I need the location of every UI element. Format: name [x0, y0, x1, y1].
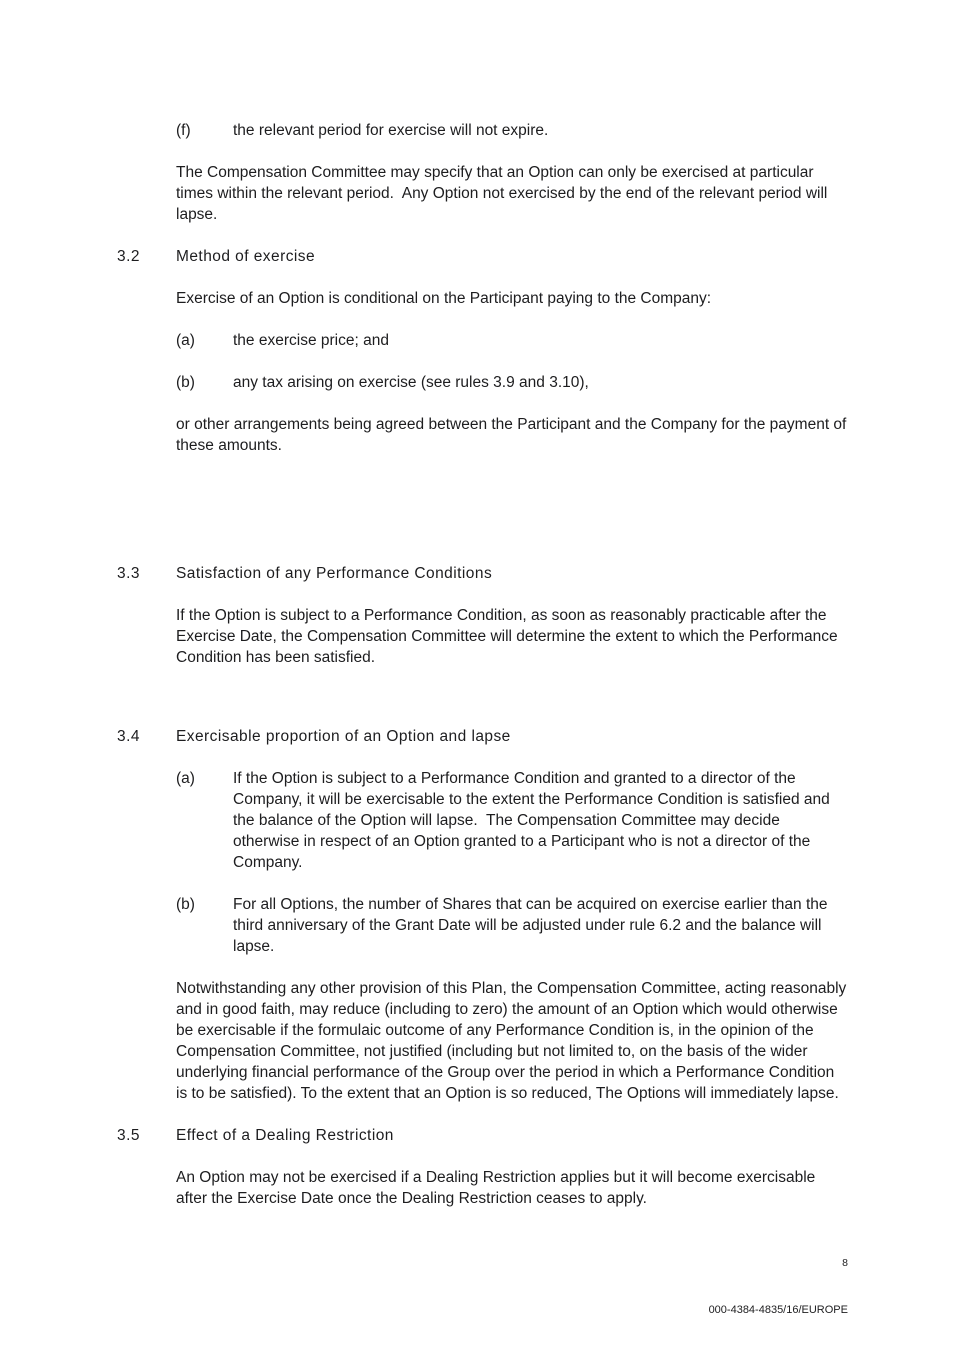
clause-s34-b: [176, 894, 848, 957]
section-heading-3-2: [117, 246, 848, 267]
section-heading-3-4: [117, 726, 848, 747]
clause-text: For all Options, the number of Shares that can be acquired on exercise earlier than the third anniversary of the Grant Date will be adjusted under rule 6.2 and the balance will lapse.: [233, 896, 832, 955]
clause-s32-a: [176, 330, 848, 351]
section-title: Method of exercise: [176, 248, 316, 265]
clause-label: (a): [176, 332, 195, 349]
section-number: 3.4: [117, 728, 140, 745]
clause-text: any tax arising on exercise (see rules 3.9 and 3.10),: [233, 374, 589, 391]
clause-label: (a): [176, 770, 195, 787]
paragraph-relevant-period: The Compensation Committee may specify that an Option can only be exercised at particular times within the relevant period. Any Option not exercised by the end of the relevant period will lapse.: [176, 164, 832, 223]
paragraph-s33: If the Option is subject to a Performance Condition, as soon as reasonably practicable after the Exercise Date, the Compensation Committee will determine the extent to which the Performance Condition has been satisfied.: [176, 607, 842, 666]
clause-f-label: (f): [176, 122, 191, 139]
section-heading-3-5: [117, 1125, 848, 1146]
paragraph-s32-close: or other arrangements being agreed between the Participant and the Company for the payment of these amounts.: [176, 416, 851, 454]
paragraph-s35: An Option may not be exercised if a Dealing Restriction applies but it will become exercisable after the Exercise Date once the Dealing Restriction ceases to apply.: [176, 1169, 820, 1207]
paragraph-s32-intro: Exercise of an Option is conditional on the Participant paying to the Company:: [176, 290, 712, 307]
section-title: Satisfaction of any Performance Conditions: [176, 565, 493, 582]
clause-s32-b: [176, 372, 848, 393]
section-title: Exercisable proportion of an Option and lapse: [176, 728, 511, 745]
clause-text: If the Option is subject to a Performance Condition and granted to a director of the Company, it will be exercisable to the extent the Performance Condition is satisfied and the balance of the Option will lapse. The Compensation Committee may decide otherwise in respect of an Option granted to a Participant who is not a director of the Company.: [233, 770, 835, 871]
document-content: [117, 120, 851, 1209]
section-number: 3.3: [117, 565, 140, 582]
footer-document-reference: 000-4384-4835/16/EUROPE: [708, 1304, 848, 1316]
clause-f: [176, 120, 848, 141]
clause-label: (b): [176, 896, 195, 913]
clause-text: the exercise price; and: [233, 332, 389, 349]
clause-label: (b): [176, 374, 195, 391]
section-title: Effect of a Dealing Restriction: [176, 1127, 394, 1144]
section-number: 3.2: [117, 248, 140, 265]
clause-s34-a: [176, 768, 848, 873]
page-number: 8: [842, 1257, 848, 1269]
paragraph-s34-close: Notwithstanding any other provision of this Plan, the Compensation Committee, acting reasonably and in good faith, may reduce (including to zero) the amount of an Option which would otherwise be exercisable if the formulaic outcome of any Performance Condition is, in the opinion of the Compensation Committee, not justified (including but not limited to, on the basis of the wider underlying financial performance of the Group over the period in which a Performance Condition is to be satisfied). To the extent that an Option is so reduced, The Options will immediately lapse.: [176, 980, 851, 1102]
section-heading-3-3: [117, 563, 848, 584]
clause-f-text: the relevant period for exercise will not expire.: [233, 122, 549, 139]
section-number: 3.5: [117, 1127, 140, 1144]
